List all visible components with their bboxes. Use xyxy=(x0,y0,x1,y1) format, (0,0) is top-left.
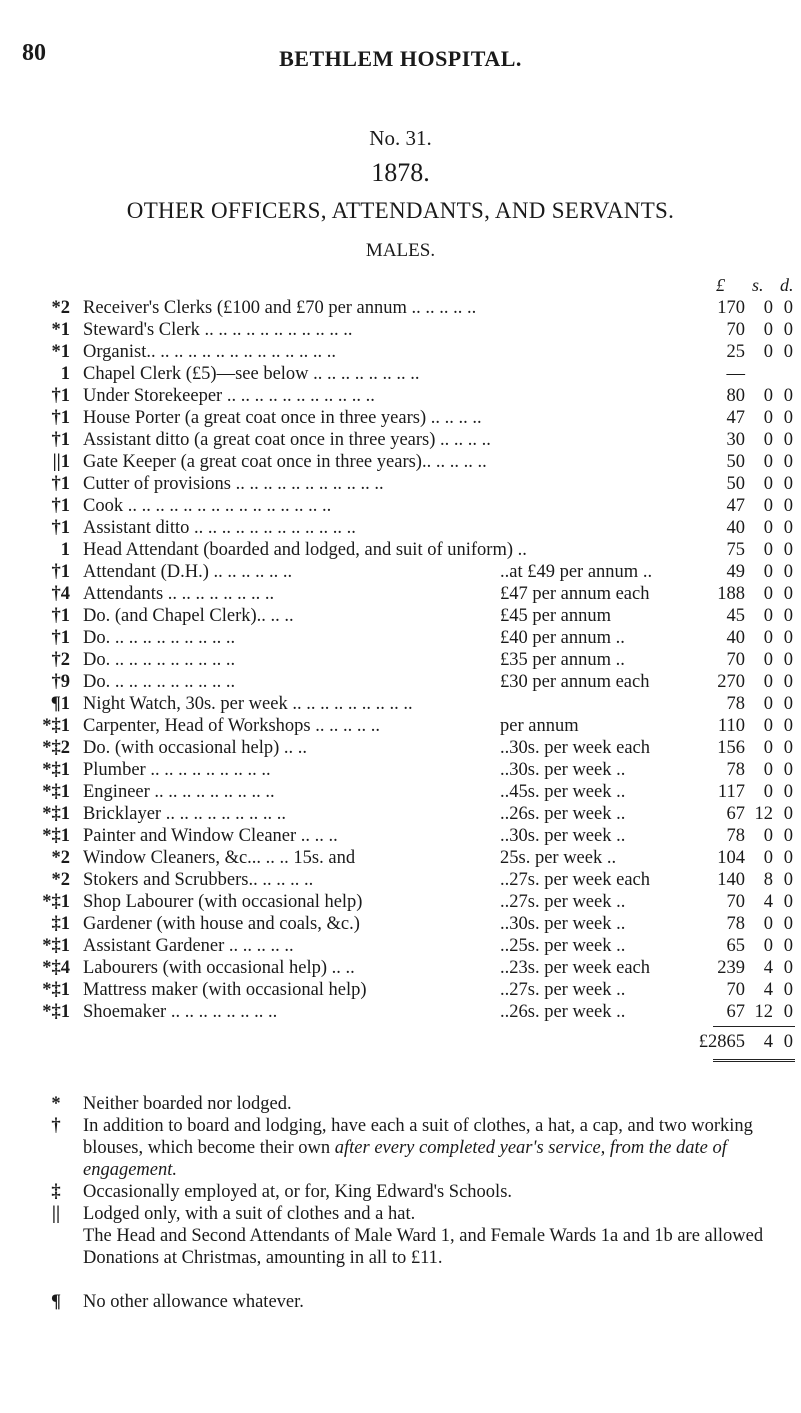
staff-mark: †2 xyxy=(51,650,70,670)
table-row xyxy=(0,517,801,539)
amount-pounds: 30 xyxy=(726,430,745,450)
staff-mark: *‡1 xyxy=(42,980,70,1000)
amount-shillings: 4 xyxy=(763,892,773,912)
staff-mark: *‡1 xyxy=(42,1002,70,1022)
amount-pounds: 270 xyxy=(717,672,745,692)
staff-rate: ..26s. per week .. xyxy=(500,1002,626,1022)
staff-rate: ..30s. per week .. xyxy=(500,760,626,780)
amount-shillings: 0 xyxy=(763,760,773,780)
amount-shillings: 0 xyxy=(763,826,773,846)
amount-pence: 0 xyxy=(783,386,793,406)
staff-description: Stokers and Scrubbers.. .. .. .. .. xyxy=(83,870,314,890)
staff-description: House Porter (a great coat once in three years) .. .. .. .. xyxy=(83,408,482,428)
amount-pounds: 50 xyxy=(726,474,745,494)
amount-shillings: 0 xyxy=(763,518,773,538)
staff-mark: †1 xyxy=(51,518,70,538)
amount-pence: 0 xyxy=(783,760,793,780)
amount-pence: 0 xyxy=(783,298,793,318)
table-row xyxy=(0,693,801,715)
staff-rate: ..25s. per week .. xyxy=(500,936,626,956)
table-row xyxy=(0,451,801,473)
amount-pence: 0 xyxy=(783,870,793,890)
amount-shillings: 0 xyxy=(763,474,773,494)
amount-pence: 0 xyxy=(783,958,793,978)
footnote-text xyxy=(83,1181,793,1203)
page-number: 80 xyxy=(22,40,46,66)
staff-rate: £45 per annum xyxy=(500,606,611,626)
amount-shillings: 0 xyxy=(763,936,773,956)
table-row xyxy=(0,385,801,407)
document-year: 1878. xyxy=(371,158,430,187)
amount-pence: 0 xyxy=(783,672,793,692)
staff-description: Shoemaker .. .. .. .. .. .. .. .. xyxy=(83,1002,278,1022)
amount-shillings: 12 xyxy=(754,1002,773,1022)
staff-description: Carpenter, Head of Workshops .. .. .. .. .. xyxy=(83,716,380,736)
staff-description: Under Storekeeper .. .. .. .. .. .. .. .. .. .. .. xyxy=(83,386,375,406)
amount-pounds: 78 xyxy=(726,826,745,846)
amount-pounds: — xyxy=(726,364,745,384)
staff-rate: £40 per annum .. xyxy=(500,628,625,648)
amount-pence: 0 xyxy=(783,716,793,736)
staff-description: Gate Keeper (a great coat once in three years).. .. .. .. .. xyxy=(83,452,487,472)
staff-mark: ‡1 xyxy=(51,914,70,934)
table-row xyxy=(0,297,801,319)
amount-pounds: 67 xyxy=(726,804,745,824)
table-row xyxy=(0,341,801,363)
footnote-mark: ¶ xyxy=(51,1292,61,1312)
total-pence: 0 xyxy=(783,1032,793,1052)
amount-pence: 0 xyxy=(783,452,793,472)
staff-rate: ..27s. per week .. xyxy=(500,980,626,1000)
staff-mark: *‡1 xyxy=(42,936,70,956)
amount-pounds: 188 xyxy=(717,584,745,604)
amount-shillings: 0 xyxy=(763,540,773,560)
staff-description: Painter and Window Cleaner .. .. .. xyxy=(83,826,338,846)
staff-description: Do. .. .. .. .. .. .. .. .. .. xyxy=(83,628,236,648)
amount-shillings: 0 xyxy=(763,562,773,582)
staff-description: Organist.. .. .. .. .. .. .. .. .. .. .. .. .. .. xyxy=(83,342,337,362)
amount-pence: 0 xyxy=(783,826,793,846)
table-row xyxy=(0,759,801,781)
staff-mark: *‡4 xyxy=(42,958,70,978)
staff-mark: †1 xyxy=(51,606,70,626)
table-row xyxy=(0,891,801,913)
amount-pence: 0 xyxy=(783,804,793,824)
staff-description: Head Attendant (boarded and lodged, and suit of uniform) .. xyxy=(83,540,527,560)
staff-rate: ..30s. per week .. xyxy=(500,914,626,934)
amount-shillings: 0 xyxy=(763,694,773,714)
amount-pounds: 170 xyxy=(717,298,745,318)
staff-mark: †9 xyxy=(51,672,70,692)
footnote-text xyxy=(83,1093,793,1115)
table-row xyxy=(0,847,801,869)
staff-mark: †1 xyxy=(51,562,70,582)
staff-description: Assistant ditto .. .. .. .. .. .. .. .. .. .. .. .. xyxy=(83,518,356,538)
staff-description: Labourers (with occasional help) .. .. xyxy=(83,958,355,978)
staff-rate: £47 per annum each xyxy=(500,584,650,604)
amount-pence: 0 xyxy=(783,782,793,802)
column-head-pence: d. xyxy=(780,275,794,295)
staff-description: Cook .. .. .. .. .. .. .. .. .. .. .. .. .. .. .. xyxy=(83,496,332,516)
amount-pence: 0 xyxy=(783,628,793,648)
footnote-text-italic: after every completed year's service, from the date of engagement. xyxy=(83,1138,727,1180)
amount-shillings: 8 xyxy=(763,870,773,890)
amount-shillings: 4 xyxy=(763,958,773,978)
footnote-text-plain: No other allowance whatever. xyxy=(83,1292,304,1312)
amount-pence: 0 xyxy=(783,474,793,494)
table-row xyxy=(0,407,801,429)
staff-description: Attendant (D.H.) .. .. .. .. .. .. xyxy=(83,562,293,582)
staff-rate: £35 per annum .. xyxy=(500,650,625,670)
amount-shillings: 0 xyxy=(763,584,773,604)
staff-description: Attendants .. .. .. .. .. .. .. .. xyxy=(83,584,275,604)
amount-pence: 0 xyxy=(783,430,793,450)
total-row xyxy=(0,1029,801,1055)
staff-description: Do. .. .. .. .. .. .. .. .. .. xyxy=(83,672,236,692)
amount-pounds: 70 xyxy=(726,980,745,1000)
amount-shillings: 0 xyxy=(763,848,773,868)
staff-rate: per annum xyxy=(500,716,579,736)
table-row xyxy=(0,869,801,891)
amount-pounds: 45 xyxy=(726,606,745,626)
table-row xyxy=(0,935,801,957)
footnote-text-plain: In addition to board and lodging, have each a suit of clothes, a hat, a cap, and two working blouses, which become their own xyxy=(83,1116,753,1158)
footnote-mark: † xyxy=(51,1116,61,1136)
table-row xyxy=(0,627,801,649)
table-row xyxy=(0,495,801,517)
staff-description: Assistant Gardener .. .. .. .. .. xyxy=(83,936,294,956)
amount-pence: 0 xyxy=(783,540,793,560)
table-row xyxy=(0,649,801,671)
total-rule-bottom xyxy=(713,1059,795,1062)
amount-pounds: 70 xyxy=(726,650,745,670)
staff-mark: †1 xyxy=(51,386,70,406)
table-row xyxy=(0,605,801,627)
staff-rate: ..30s. per week each xyxy=(500,738,650,758)
amount-pence: 0 xyxy=(783,936,793,956)
staff-description: Steward's Clerk .. .. .. .. .. .. .. .. .. .. .. xyxy=(83,320,353,340)
amount-shillings: 0 xyxy=(763,628,773,648)
amount-shillings: 0 xyxy=(763,408,773,428)
table-row xyxy=(0,781,801,803)
staff-mark: ||1 xyxy=(52,452,70,472)
staff-mark: †4 xyxy=(51,584,70,604)
amount-pounds: 25 xyxy=(726,342,745,362)
table-row xyxy=(0,363,801,385)
column-head-pounds: £ xyxy=(716,275,725,295)
staff-mark: †1 xyxy=(51,408,70,428)
amount-pence: 0 xyxy=(783,518,793,538)
staff-mark: *2 xyxy=(51,298,70,318)
staff-mark: *‡1 xyxy=(42,760,70,780)
footnote-mark: ‡ xyxy=(51,1182,61,1202)
footnote-text-plain: Occasionally employed at, or for, King Edward's Schools. xyxy=(83,1182,513,1202)
table-row xyxy=(0,803,801,825)
table-row xyxy=(0,715,801,737)
staff-rate: £30 per annum each xyxy=(500,672,650,692)
amount-pence: 0 xyxy=(783,606,793,626)
amount-pounds: 75 xyxy=(726,540,745,560)
amount-shillings: 0 xyxy=(763,782,773,802)
table-row xyxy=(0,671,801,693)
amount-pence: 0 xyxy=(783,980,793,1000)
staff-description: Receiver's Clerks (£100 and £70 per annum .. .. .. .. .. xyxy=(83,298,477,318)
footnote-text xyxy=(83,1115,793,1181)
staff-rate: ..at £49 per annum .. xyxy=(500,562,653,582)
amount-shillings: 0 xyxy=(763,496,773,516)
table-row xyxy=(0,539,801,561)
amount-pounds: 47 xyxy=(726,408,745,428)
column-head-shillings: s. xyxy=(752,275,764,295)
amount-pounds: 49 xyxy=(726,562,745,582)
table-row xyxy=(0,319,801,341)
staff-mark: *‡1 xyxy=(42,716,70,736)
staff-description: Gardener (with house and coals, &c.) xyxy=(83,914,360,934)
staff-description: Do. .. .. .. .. .. .. .. .. .. xyxy=(83,650,236,670)
footnote-text xyxy=(83,1291,793,1313)
staff-mark: †1 xyxy=(51,430,70,450)
amount-pounds: 80 xyxy=(726,386,745,406)
amount-shillings: 0 xyxy=(763,386,773,406)
staff-description: Night Watch, 30s. per week .. .. .. .. .. .. .. .. .. xyxy=(83,694,413,714)
amount-shillings: 0 xyxy=(763,672,773,692)
amount-pounds: 156 xyxy=(717,738,745,758)
staff-description: Bricklayer .. .. .. .. .. .. .. .. .. xyxy=(83,804,286,824)
amount-pence: 0 xyxy=(783,892,793,912)
staff-description: Cutter of provisions .. .. .. .. .. .. .. .. .. .. .. xyxy=(83,474,384,494)
staff-rate: ..45s. per week .. xyxy=(500,782,626,802)
table-row xyxy=(0,1001,801,1023)
amount-pence: 0 xyxy=(783,584,793,604)
amount-shillings: 0 xyxy=(763,606,773,626)
staff-mark: *‡1 xyxy=(42,892,70,912)
amount-pence: 0 xyxy=(783,562,793,582)
table-row xyxy=(0,825,801,847)
total-rule-top xyxy=(713,1026,795,1027)
amount-shillings: 0 xyxy=(763,914,773,934)
staff-mark: *‡2 xyxy=(42,738,70,758)
amount-pounds: 40 xyxy=(726,628,745,648)
amount-shillings: 0 xyxy=(763,716,773,736)
amount-pence: 0 xyxy=(783,738,793,758)
staff-mark: *1 xyxy=(51,320,70,340)
table-row xyxy=(0,429,801,451)
amount-pounds: 50 xyxy=(726,452,745,472)
staff-mark: *2 xyxy=(51,848,70,868)
amount-pounds: 117 xyxy=(717,782,745,802)
staff-description: Assistant ditto (a great coat once in three years) .. .. .. .. xyxy=(83,430,491,450)
staff-rate: ..23s. per week each xyxy=(500,958,650,978)
amount-pounds: 78 xyxy=(726,914,745,934)
amount-shillings: 0 xyxy=(763,452,773,472)
amount-pence: 0 xyxy=(783,1002,793,1022)
staff-mark: *‡1 xyxy=(42,804,70,824)
amount-pounds: 70 xyxy=(726,320,745,340)
staff-mark: 1 xyxy=(60,364,70,384)
amount-pence: 0 xyxy=(783,650,793,670)
staff-mark: *2 xyxy=(51,870,70,890)
table-row xyxy=(0,957,801,979)
amount-pounds: 78 xyxy=(726,694,745,714)
amount-pounds: 40 xyxy=(726,518,745,538)
amount-pounds: 104 xyxy=(717,848,745,868)
amount-shillings: 0 xyxy=(763,298,773,318)
amount-pounds: 140 xyxy=(717,870,745,890)
footnote-text-plain: The Head and Second Attendants of Male Ward 1, and Female Wards 1a and 1b are allowed Donations at Christmas, amounting in all to £11. xyxy=(83,1226,764,1268)
amount-pounds: 70 xyxy=(726,892,745,912)
amount-pounds: 78 xyxy=(726,760,745,780)
staff-description: Plumber .. .. .. .. .. .. .. .. .. xyxy=(83,760,271,780)
amount-pounds: 110 xyxy=(717,716,745,736)
amount-pounds: 239 xyxy=(717,958,745,978)
amount-pence: 0 xyxy=(783,342,793,362)
amount-shillings: 0 xyxy=(763,430,773,450)
staff-mark: †1 xyxy=(51,474,70,494)
staff-description: Mattress maker (with occasional help) xyxy=(83,980,367,1000)
footnote-mark: || xyxy=(51,1204,61,1224)
staff-description: Engineer .. .. .. .. .. .. .. .. .. xyxy=(83,782,275,802)
footnote-text-plain: Neither boarded nor lodged. xyxy=(83,1094,292,1114)
section-heading: MALES. xyxy=(365,240,436,261)
staff-mark: *‡1 xyxy=(42,782,70,802)
amount-shillings: 4 xyxy=(763,980,773,1000)
total-shillings: 4 xyxy=(763,1032,773,1052)
table-row xyxy=(0,561,801,583)
staff-rate: ..27s. per week each xyxy=(500,870,650,890)
amount-shillings: 0 xyxy=(763,342,773,362)
staff-mark: †1 xyxy=(51,496,70,516)
table-row xyxy=(0,737,801,759)
amount-pounds: 65 xyxy=(726,936,745,956)
amount-pounds: 47 xyxy=(726,496,745,516)
staff-mark: 1 xyxy=(60,540,70,560)
staff-description: Window Cleaners, &c... .. .. 15s. and xyxy=(83,848,356,868)
staff-rate: ..26s. per week .. xyxy=(500,804,626,824)
amount-shillings: 0 xyxy=(763,320,773,340)
footnote-text xyxy=(83,1225,793,1269)
staff-mark: *1 xyxy=(51,342,70,362)
staff-rate: ..30s. per week .. xyxy=(500,826,626,846)
amount-pence: 0 xyxy=(783,408,793,428)
table-row xyxy=(0,473,801,495)
amount-pence: 0 xyxy=(783,848,793,868)
amount-pounds: 67 xyxy=(726,1002,745,1022)
staff-mark: *‡1 xyxy=(42,826,70,846)
staff-rate: 25s. per week .. xyxy=(500,848,617,868)
table-row xyxy=(0,979,801,1001)
document-title: OTHER OFFICERS, ATTENDANTS, AND SERVANTS. xyxy=(126,198,675,223)
staff-mark: ¶1 xyxy=(50,694,70,714)
amount-shillings: 0 xyxy=(763,738,773,758)
amount-shillings: 12 xyxy=(754,804,773,824)
amount-shillings: 0 xyxy=(763,650,773,670)
staff-description: Shop Labourer (with occasional help) xyxy=(83,892,363,912)
staff-mark: †1 xyxy=(51,628,70,648)
staff-rate: ..27s. per week .. xyxy=(500,892,626,912)
amount-pence: 0 xyxy=(783,914,793,934)
footnote-mark: * xyxy=(51,1094,61,1114)
footnote-text-plain: Lodged only, with a suit of clothes and a hat. xyxy=(83,1204,416,1224)
total-pounds: £2865 xyxy=(698,1032,745,1052)
staff-description: Do. (and Chapel Clerk).. .. .. xyxy=(83,606,294,626)
table-row xyxy=(0,583,801,605)
running-head: BETHLEM HOSPITAL. xyxy=(279,46,522,71)
staff-description: Chapel Clerk (£5)—see below .. .. .. .. .. .. .. .. xyxy=(83,364,420,384)
table-row xyxy=(0,913,801,935)
amount-pence: 0 xyxy=(783,694,793,714)
footnote-text xyxy=(83,1203,793,1225)
amount-pence: 0 xyxy=(783,496,793,516)
amount-pence: 0 xyxy=(783,320,793,340)
document-number: No. 31. xyxy=(369,126,432,150)
staff-description: Do. (with occasional help) .. .. xyxy=(83,738,307,758)
